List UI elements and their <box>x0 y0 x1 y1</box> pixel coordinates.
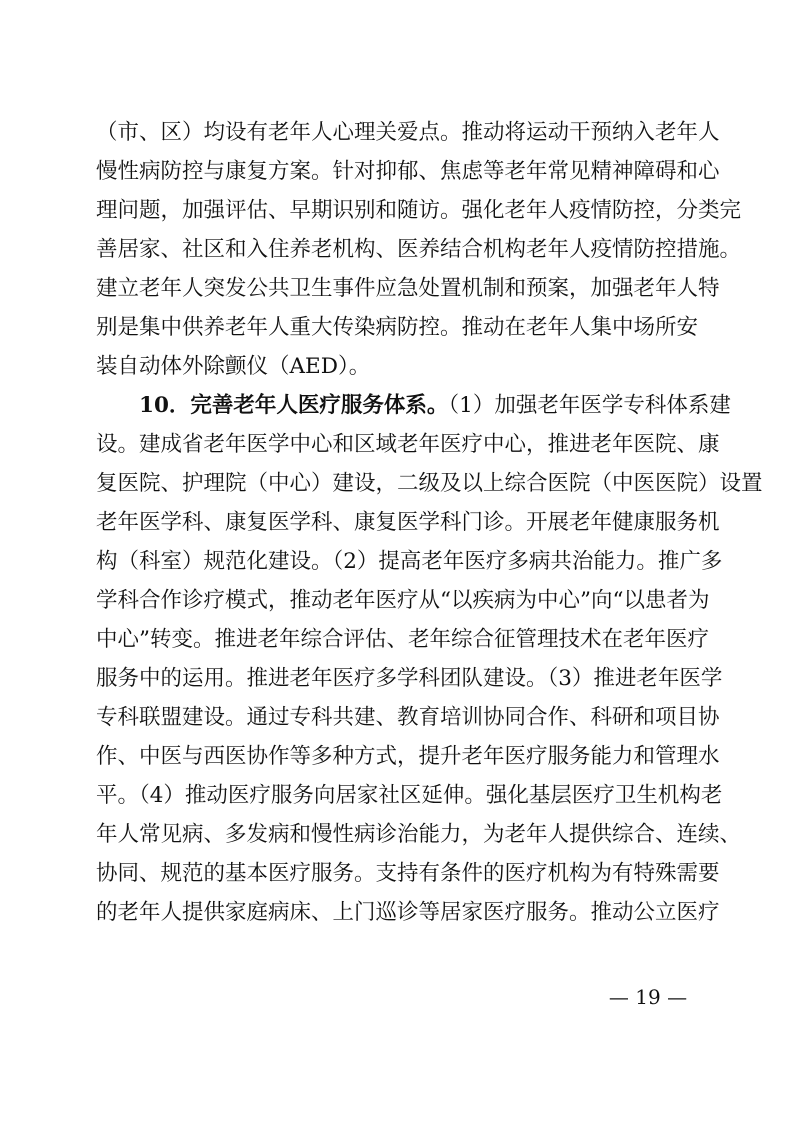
text-line: 装自动体外除颤仪（AED）。 <box>96 354 371 379</box>
text-line: 老年医学科、康复医学科、康复医学科门诊。开展老年健康服务机 <box>96 510 720 535</box>
text-line: 设。建成省老年医学中心和区域老年医疗中心，推进老年医院、康 <box>96 432 720 457</box>
text-line: 专科联盟建设。通过专科共建、教育培训协同合作、科研和项目协 <box>96 705 720 730</box>
text-line: 中心”转变。推进老年综合评估、老年综合征管理技术在老年医疗 <box>96 627 709 652</box>
text-line: 善居家、社区和入住养老机构、医养结合机构老年人疫情防控措施。 <box>96 237 742 262</box>
text-line: 理问题，加强评估、早期识别和随访。强化老年人疫情防控，分类完 <box>96 198 742 223</box>
text-line: 别是集中供养老年人重大传染病防控。推动在老年人集中场所安 <box>96 315 699 340</box>
text-line: 协同、规范的基本医疗服务。支持有条件的医疗机构为有特殊需要 <box>96 861 720 886</box>
text-line: （市、区）均设有老年人心理关爱点。推动将运动干预纳入老年人 <box>96 120 720 145</box>
body-text <box>96 113 763 932</box>
paragraph-1 <box>96 113 742 386</box>
text-line <box>96 386 731 425</box>
page-number: — 19 — <box>608 985 688 1009</box>
text-line: 平。（4）推动医疗服务向居家社区延伸。强化基层医疗卫生机构老 <box>96 783 723 808</box>
text-line: 年人常见病、多发病和慢性病诊治能力，为老年人提供综合、连续、 <box>96 822 742 847</box>
text-line: 构（科室）规范化建设。（2）提高老年医疗多病共治能力。推广多 <box>96 549 723 574</box>
text-line: 服务中的运用。推进老年医疗多学科团队建设。（3）推进老年医学 <box>96 666 723 691</box>
paragraph-2 <box>96 386 763 932</box>
text-line: 的老年人提供家庭病床、上门巡诊等居家医疗服务。推动公立医疗 <box>96 900 720 925</box>
text-line: 建立老年人突发公共卫生事件应急处置机制和预案，加强老年人特 <box>96 276 720 301</box>
text-line: 慢性病防控与康复方案。针对抑郁、焦虑等老年常见精神障碍和心 <box>96 159 720 184</box>
text-line: 学科合作诊疗模式，推动老年医疗从“以疾病为中心”向“以患者为 <box>96 588 710 613</box>
text-line: 复医院、护理院（中心）建设，二级及以上综合医院（中医医院）设置 <box>96 471 763 496</box>
section-heading: 10．完善老年人医疗服务体系。 <box>139 393 449 418</box>
text-line: 作、中医与西医协作等多种方式，提升老年医疗服务能力和管理水 <box>96 744 720 769</box>
text-fragment: （1）加强老年医学专科体系建 <box>448 393 731 418</box>
